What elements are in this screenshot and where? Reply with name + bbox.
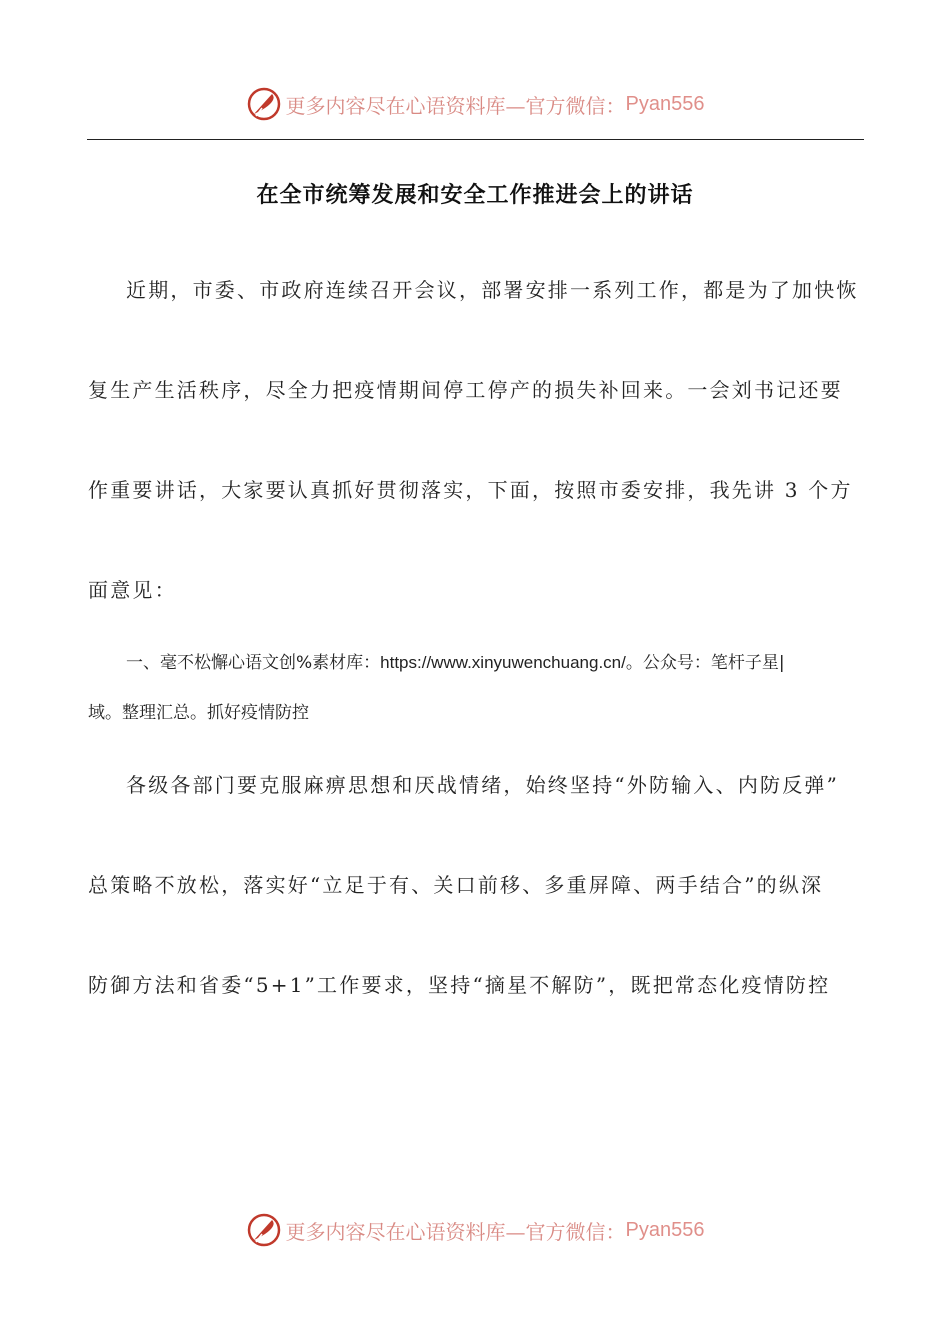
paragraph-line-3: 作重要讲话，大家要认真抓好贯彻落实，下面，按照市委安排，我先讲 3 个方	[88, 478, 853, 502]
paragraph2-line-2: 总策略不放松，落实好“立足于有、关口前移、多重屏障、两手结合”的纵深	[88, 873, 824, 897]
paragraph-line-1: 近期，市委、市政府连续召开会议，部署安排一系列工作，都是为了加快恢	[126, 278, 859, 302]
banner-text: 更多内容尽在心语资料库—官方微信：	[285, 1219, 626, 1244]
quill-logo-icon	[246, 86, 282, 122]
paragraph-line-2: 复生产生活秩序，尽全力把疫情期间停工停产的损失补回来。一会刘书记还要	[88, 378, 843, 402]
banner-text: 更多内容尽在心语资料库—官方微信：	[285, 93, 626, 118]
document-title: 在全市统筹发展和安全工作推进会上的讲话	[256, 183, 694, 208]
banner-wechat-id: Pyan556	[625, 92, 705, 115]
section-heading-line-2: 域。整理汇总。抓好疫情防控	[88, 703, 309, 723]
paragraph2-line-3: 防御方法和省委“5+1”工作要求，坚持“摘星不解防”，既把常态化疫情防控	[88, 973, 831, 997]
paragraph-line-4: 面意见：	[88, 578, 177, 602]
section-heading-line-1	[126, 648, 902, 673]
header-divider	[87, 139, 864, 140]
section-heading-prefix: 一、毫不松懈心语文创%素材库：	[126, 653, 381, 673]
quill-logo-icon	[246, 1212, 282, 1248]
section-heading-suffix: 。公众号：笔杆子星|	[625, 653, 785, 673]
header-banner	[0, 84, 950, 124]
banner-wechat-id: Pyan556	[625, 1218, 705, 1241]
section-heading-url: https://www.xinyuwenchuang.cn/	[380, 653, 626, 672]
paragraph2-line-1: 各级各部门要克服麻痹思想和厌战情绪，始终坚持“外防输入、内防反弹”	[126, 773, 840, 797]
footer-banner	[0, 1210, 950, 1250]
